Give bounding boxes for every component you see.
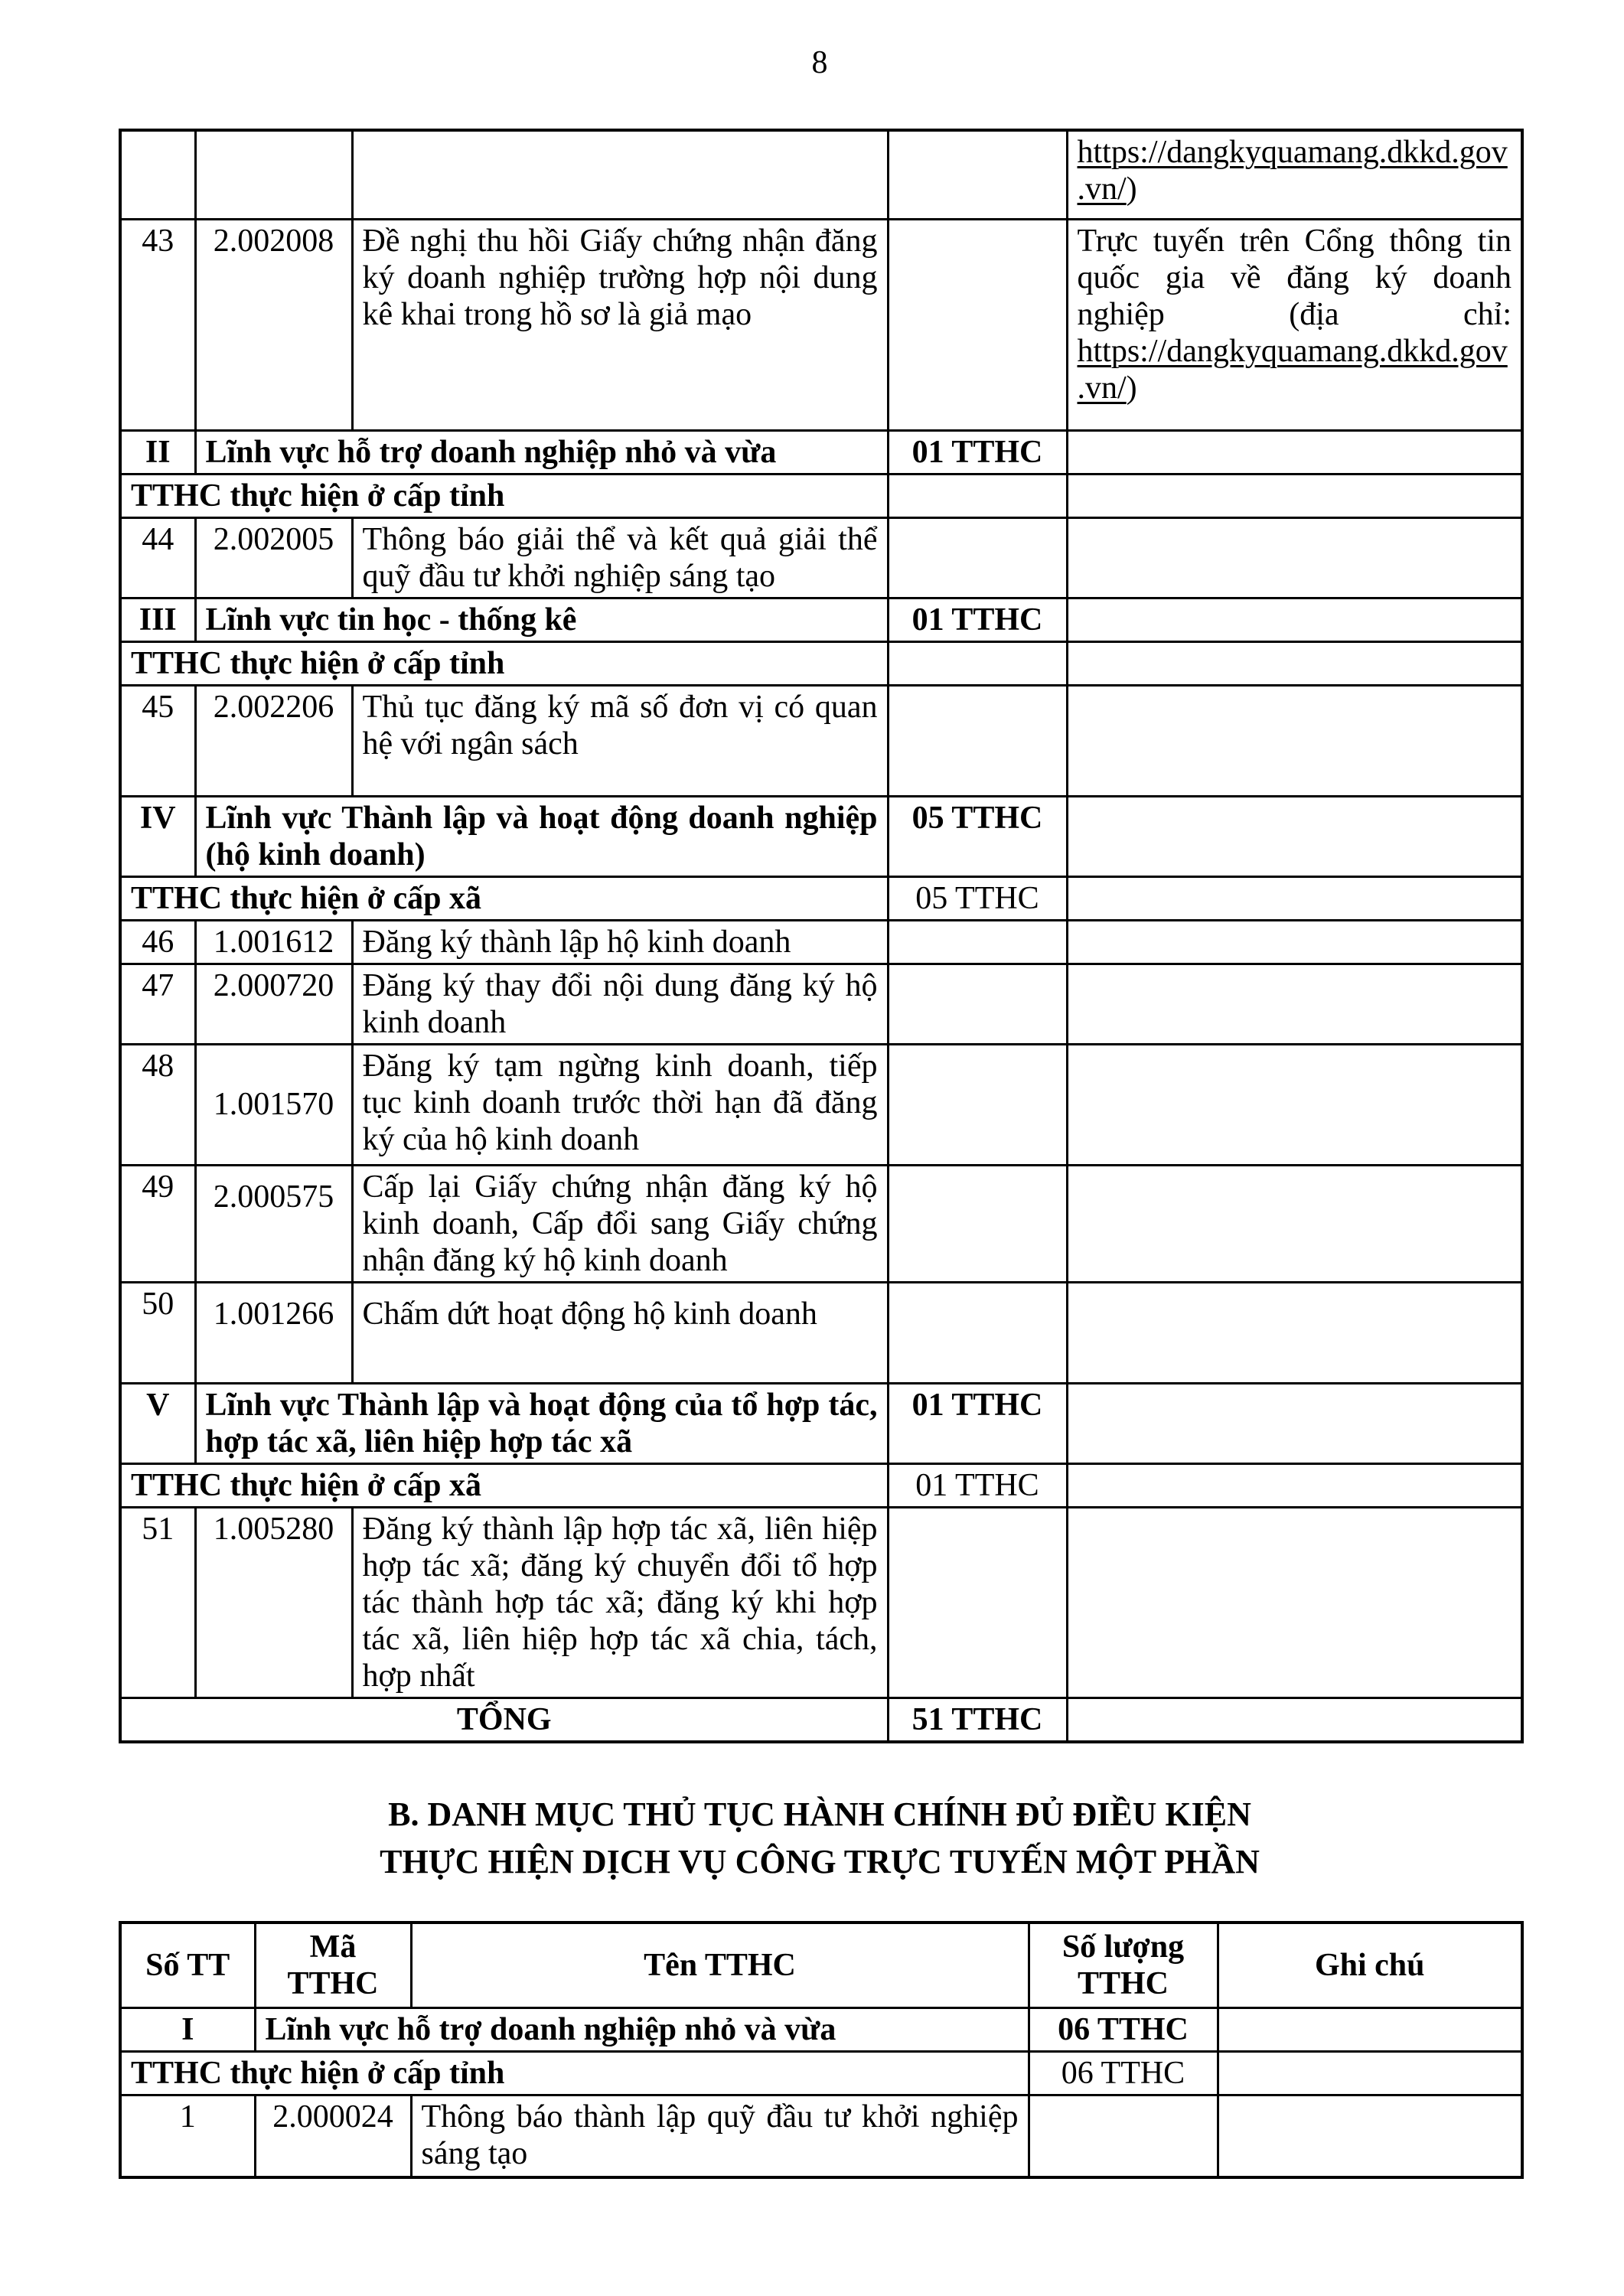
stt-cell: 44 (120, 517, 195, 598)
section-name-cell: Lĩnh vực Thành lập và hoạt động của tổ hợp tác, hợp tác xã, liên hiệp hợp tác xã (195, 1383, 888, 1463)
name-cell: Đề nghị thu hồi Giấy chứng nhận đăng ký doanh nghiệp trường hợp nội dung kê khai trong hồ sơ là giả mạo (352, 219, 888, 430)
table-row-item-50 (120, 1282, 1522, 1383)
procedure-url-link[interactable]: https://dangkyquamang.dkkd.gov.vn/ (1077, 135, 1508, 207)
table-row-item-1 (120, 2095, 1522, 2177)
name-cell: Thông báo giải thể và kết quả giải thể quỹ đầu tư khởi nghiệp sáng tạo (352, 517, 888, 598)
section-name-cell: Lĩnh vực hỗ trợ doanh nghiệp nhỏ và vừa (255, 2007, 1029, 2051)
table-row-section-V (120, 1383, 1522, 1463)
note-cell (1067, 1282, 1522, 1383)
code-cell: 2.000575 (195, 1165, 352, 1282)
section-b-title (119, 1791, 1521, 1886)
note-cell (1067, 517, 1522, 598)
qty-cell (888, 920, 1067, 964)
note-cell (1067, 920, 1522, 964)
qty-cell (888, 1044, 1067, 1165)
table-row-item-46 (120, 920, 1522, 964)
qty-cell (888, 130, 1067, 219)
page-number: 8 (811, 45, 828, 80)
section-b-title-line1: B. DANH MỤC THỦ TỤC HÀNH CHÍNH ĐỦ ĐIỀU KIỆN (388, 1795, 1251, 1833)
level-name-cell: TTHC thực hiện ở cấp tỉnh (120, 641, 888, 685)
url-suffix: ) (1126, 370, 1137, 406)
table-row-total (120, 1698, 1522, 1742)
note-cell (1067, 1044, 1522, 1165)
stt-cell: 46 (120, 920, 195, 964)
stt-cell: 1 (120, 2095, 255, 2177)
stt-cell: IV (120, 796, 195, 876)
qty-cell (888, 641, 1067, 685)
name-cell: Thông báo thành lập quỹ đầu tư khởi nghiệp sáng tạo (411, 2095, 1029, 2177)
stt-cell: 51 (120, 1507, 195, 1698)
note-cell (1067, 1507, 1522, 1698)
table-row-section-II (120, 430, 1522, 474)
procedure-url-link[interactable]: https://dangkyquamang.dkkd.gov.vn/ (1077, 333, 1508, 406)
name-cell: Cấp lại Giấy chứng nhận đăng ký hộ kinh doanh, Cấp đổi sang Giấy chứng nhận đăng ký hộ kinh doanh (352, 1165, 888, 1282)
table-row-item-48 (120, 1044, 1522, 1165)
note-text: Trực tuyến trên Cổng thông tin quốc gia về đăng ký doanh nghiệp (địa chỉ: (1077, 223, 1511, 332)
table-row-section-I (120, 2007, 1522, 2051)
stt-cell: 47 (120, 964, 195, 1044)
name-cell: Chấm dứt hoạt động hộ kinh doanh (352, 1282, 888, 1383)
code-cell: 1.001570 (195, 1044, 352, 1165)
procedures-table-b (119, 1921, 1524, 2180)
url-suffix: ) (1126, 171, 1137, 207)
note-cell (1067, 796, 1522, 876)
header-name: Tên TTHC (411, 1923, 1029, 2008)
name-cell: Đăng ký thay đổi nội dung đăng ký hộ kinh doanh (352, 964, 888, 1044)
section-name-cell: Lĩnh vực Thành lập và hoạt động doanh nghiệp (hộ kinh doanh) (195, 796, 888, 876)
qty-cell (888, 474, 1067, 517)
table-row-item-49 (120, 1165, 1522, 1282)
stt-cell: II (120, 430, 195, 474)
qty-cell: 05 TTHC (888, 796, 1067, 876)
level-name-cell: TTHC thực hiện ở cấp tỉnh (120, 2051, 1029, 2095)
qty-cell (1029, 2095, 1218, 2177)
note-cell (1067, 598, 1522, 641)
code-cell: 1.001612 (195, 920, 352, 964)
note-cell (1218, 2051, 1522, 2095)
level-name-cell: TTHC thực hiện ở cấp xã (120, 1463, 888, 1507)
stt-cell: 45 (120, 685, 195, 796)
stt-cell: 50 (120, 1282, 195, 1383)
table-row-section-III (120, 598, 1522, 641)
table-row-level-xa (120, 1463, 1522, 1507)
stt-cell (120, 130, 195, 219)
note-cell (1067, 1165, 1522, 1282)
note-cell (1067, 219, 1522, 430)
table-row-item-51 (120, 1507, 1522, 1698)
procedures-table-a (119, 129, 1524, 1743)
level-name-cell: TTHC thực hiện ở cấp xã (120, 876, 888, 920)
note-cell (1218, 2095, 1522, 2177)
table-row-continuation (120, 130, 1522, 219)
note-cell (1067, 964, 1522, 1044)
table-row-section-IV (120, 796, 1522, 876)
table-row-item-43 (120, 219, 1522, 430)
table-row-level-xa (120, 876, 1522, 920)
qty-cell: 06 TTHC (1029, 2007, 1218, 2051)
name-cell: Đăng ký thành lập hộ kinh doanh (352, 920, 888, 964)
qty-cell (888, 685, 1067, 796)
table-row-item-45 (120, 685, 1522, 796)
qty-cell (888, 219, 1067, 430)
qty-cell (888, 1282, 1067, 1383)
qty-cell: 06 TTHC (1029, 2051, 1218, 2095)
note-cell (1067, 474, 1522, 517)
qty-cell: 05 TTHC (888, 876, 1067, 920)
table-row-item-44 (120, 517, 1522, 598)
qty-cell (888, 1507, 1067, 1698)
name-cell (352, 130, 888, 219)
qty-cell (888, 1165, 1067, 1282)
stt-cell: III (120, 598, 195, 641)
qty-cell (888, 517, 1067, 598)
header-qty: Số lượng TTHC (1029, 1923, 1218, 2008)
qty-cell (888, 964, 1067, 1044)
section-name-cell: Lĩnh vực tin học - thống kê (195, 598, 888, 641)
name-cell: Đăng ký tạm ngừng kinh doanh, tiếp tục kinh doanh trước thời hạn đã đăng ký của hộ kinh doanh (352, 1044, 888, 1165)
header-note: Ghi chú (1218, 1923, 1522, 2008)
name-cell: Đăng ký thành lập hợp tác xã, liên hiệp hợp tác xã; đăng ký chuyển đổi tổ hợp tác thành hợp tác xã; đăng ký khi hợp tác xã, liên hiệp hợp tác xã chia, tách, hợp nhất (352, 1507, 888, 1698)
note-cell (1067, 876, 1522, 920)
total-label-cell: TỔNG (120, 1698, 888, 1742)
stt-cell: V (120, 1383, 195, 1463)
table-row-level-tinh (120, 641, 1522, 685)
total-qty-cell: 51 TTHC (888, 1698, 1067, 1742)
note-cell (1067, 430, 1522, 474)
note-cell (1067, 1383, 1522, 1463)
qty-cell: 01 TTHC (888, 430, 1067, 474)
table-row-item-47 (120, 964, 1522, 1044)
qty-cell: 01 TTHC (888, 598, 1067, 641)
note-cell (1067, 130, 1522, 219)
section-b-title-line2: THỰC HIỆN DỊCH VỤ CÔNG TRỰC TUYẾN MỘT PHẦN (380, 1842, 1260, 1880)
table-row-level-tinh (120, 474, 1522, 517)
section-name-cell: Lĩnh vực hỗ trợ doanh nghiệp nhỏ và vừa (195, 430, 888, 474)
note-cell (1067, 1463, 1522, 1507)
qty-cell: 01 TTHC (888, 1463, 1067, 1507)
code-cell (195, 130, 352, 219)
stt-cell: I (120, 2007, 255, 2051)
header-code: Mã TTHC (255, 1923, 411, 2008)
code-cell: 1.005280 (195, 1507, 352, 1698)
stt-cell: 49 (120, 1165, 195, 1282)
header-stt: Số TT (120, 1923, 255, 2008)
stt-cell: 48 (120, 1044, 195, 1165)
code-cell: 2.002008 (195, 219, 352, 430)
stt-cell: 43 (120, 219, 195, 430)
level-name-cell: TTHC thực hiện ở cấp tỉnh (120, 474, 888, 517)
code-cell: 2.002005 (195, 517, 352, 598)
note-cell (1067, 685, 1522, 796)
note-cell (1067, 641, 1522, 685)
note-cell (1067, 1698, 1522, 1742)
name-cell: Thủ tục đăng ký mã số đơn vị có quan hệ với ngân sách (352, 685, 888, 796)
note-cell (1218, 2007, 1522, 2051)
code-cell: 1.001266 (195, 1282, 352, 1383)
code-cell: 2.000720 (195, 964, 352, 1044)
code-cell: 2.002206 (195, 685, 352, 796)
table-b-header-row (120, 1923, 1522, 2008)
code-cell: 2.000024 (255, 2095, 411, 2177)
table-row-level-tinh (120, 2051, 1522, 2095)
qty-cell: 01 TTHC (888, 1383, 1067, 1463)
